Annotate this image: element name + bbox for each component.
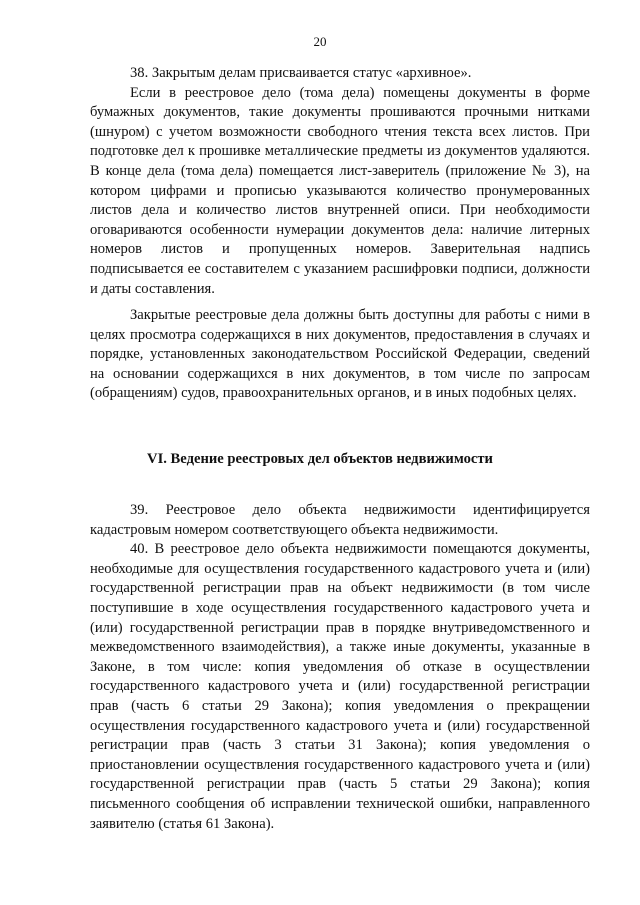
paragraph-38: 38. Закрытым делам присваивается статус «архивное». <box>130 65 472 81</box>
paragraph-closed-access: Закрытые реестровые дела должны быть доступны для работы с ними в целях просмотра содержащихся в них документов, предоставления в случаях и порядке, установленных законодательством Российской Федерации, сведений на основании содержащихся в них документов, в том числе по запросам (обращениям) судов, правоохранительных органов, и в иных подобных целях. <box>90 307 590 402</box>
paragraph-38-binding: Если в реестровое дело (тома дела) помещены документы в форме бумажных документов, такие документы прошиваются прочными нитками (шнуром) с учетом возможности свободного чтения текста всех листов. При подготовке дел к прошивке металлические предметы из документов удаляются. В конце дела (тома дела) помещается лист-заверитель (приложение № 3), на котором цифрами и прописью указываются количество пронумерованных листов дела и количество листов внутренней описи. При необходимости оговариваются особенности нумерации документов дела: наличие литерных номеров листов и пропущенных номеров. Заверительная надпись подписывается ее составителем с указанием расшифровки подписи, должности и даты составления. <box>90 84 590 297</box>
section-heading: VI. Ведение реестровых дел объектов недвижимости <box>147 451 493 467</box>
section-closed-cases <box>90 64 590 299</box>
paragraph-39: 39. Реестровое дело объекта недвижимости идентифицируется кадастровым номером соответствующего объекта недвижимости. <box>90 502 590 538</box>
paragraph-40: 40. В реестровое дело объекта недвижимости помещаются документы, необходимые для осуществления государственного кадастрового учета и (или) государственной регистрации прав на объект недвижимости (в том числе поступившие в ходе осуществления государственного кадастрового учета и (или) государственной регистрации прав в порядке внутриведомственного и межведомственного взаимодействия), а также иные документы, указанные в Законе, в том числе: копия уведомления об отказе в осуществлении государственного кадастрового учета и (или) государственной регистрации прав (часть 6 статьи 29 Закона); копия уведомления о прекращении осуществления государственного кадастрового учета и (или) государственной регистрации прав (часть 3 статьи 31 Закона); копия уведомления о приостановлении осуществления государственного кадастрового учета и (или) государственной регистрации прав (часть 5 статьи 29 Закона); копия письменного сообщения об исправлении технической ошибки, направленного заявителю (статья 61 Закона). <box>90 541 590 832</box>
page-number: 20 <box>313 34 327 49</box>
section-registry-cases <box>90 501 590 834</box>
section-closed-access <box>90 306 590 404</box>
